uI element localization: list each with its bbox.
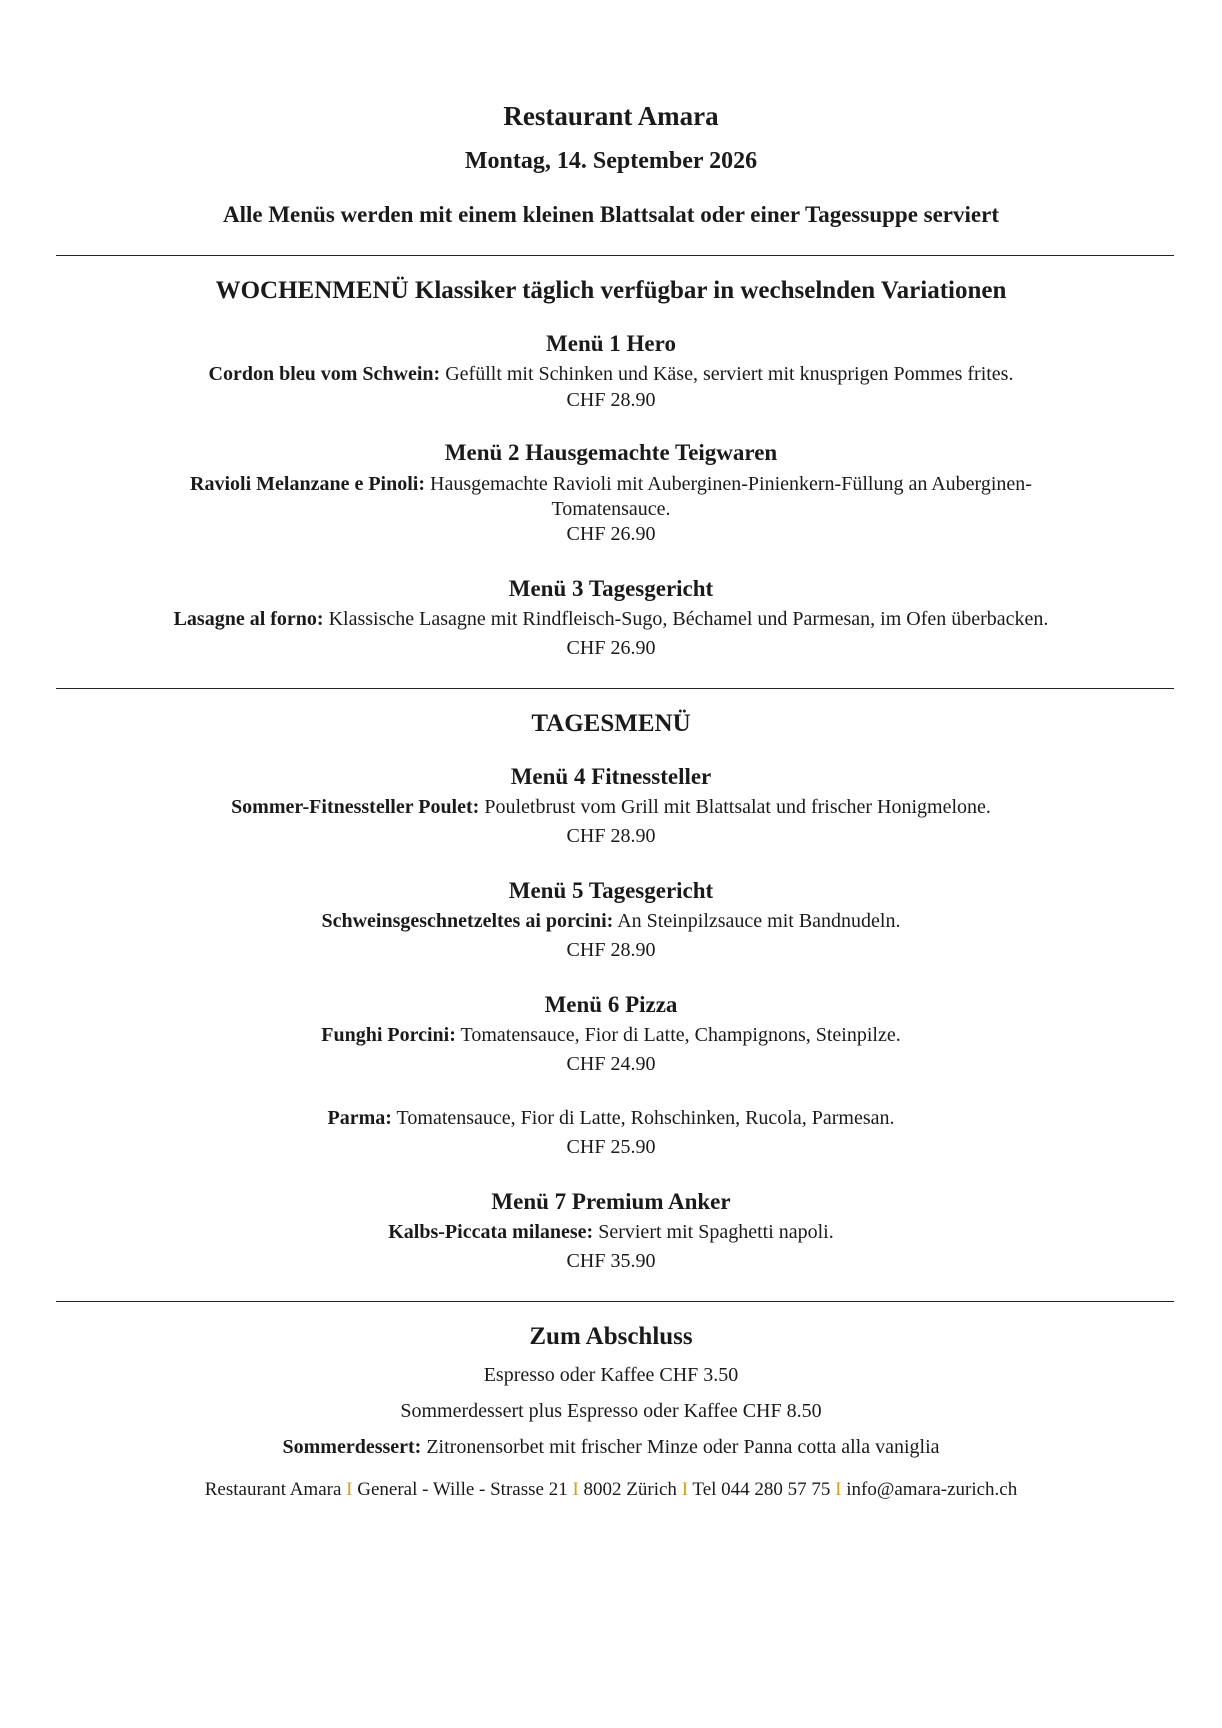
dish-text: Tomatensauce, Fior di Latte, Rohschinken, Rucola, Parmesan. bbox=[391, 1107, 895, 1129]
menu-description-continued: Tomatensauce. bbox=[551, 498, 671, 520]
menu-price: CHF 26.90 bbox=[566, 637, 656, 659]
serving-note: Alle Menüs werden mit einem kleinen Blattsalat oder einer Tagessuppe serviert bbox=[223, 202, 999, 227]
menu-title: Menü 3 Tagesgericht bbox=[508, 576, 714, 601]
dessert-combo-price: Sommerdessert plus Espresso oder Kaffee CHF 8.50 bbox=[400, 1400, 822, 1422]
menu-title: Menü 1 Hero bbox=[546, 331, 676, 356]
dish-name: Lasagne al forno: bbox=[173, 608, 324, 630]
menu-price: CHF 26.90 bbox=[566, 523, 656, 545]
divider bbox=[56, 688, 1174, 689]
dish-name: Parma: bbox=[327, 1107, 392, 1129]
dish-name: Ravioli Melanzane e Pinoli: bbox=[190, 473, 426, 495]
footer-separator: I bbox=[572, 1479, 579, 1500]
dish-text: Gefüllt mit Schinken und Käse, serviert mit knusprigen Pommes frites. bbox=[440, 363, 1014, 385]
dish-text: Hausgemachte Ravioli mit Auberginen-Pinienkern-Füllung an Auberginen- bbox=[425, 473, 1032, 495]
dessert-description bbox=[0, 1436, 1222, 1459]
dish-text: Pouletbrust vom Grill mit Blattsalat und frischer Honigmelone. bbox=[479, 796, 991, 818]
footer-phone: Tel 044 280 57 75 bbox=[688, 1479, 836, 1500]
dish-name: Funghi Porcini: bbox=[321, 1024, 456, 1046]
menu-description bbox=[0, 1024, 1222, 1047]
menu-title: Menü 5 Tagesgericht bbox=[508, 878, 714, 903]
footer-city: 8002 Zürich bbox=[578, 1479, 682, 1500]
menu-price: CHF 28.90 bbox=[566, 939, 656, 961]
footer-separator: I bbox=[346, 1479, 353, 1500]
menu-price: CHF 28.90 bbox=[566, 389, 656, 411]
menu-description bbox=[0, 1221, 1222, 1244]
dish-name: Kalbs-Piccata milanese: bbox=[388, 1221, 594, 1243]
menu-description bbox=[0, 796, 1222, 819]
restaurant-title: Restaurant Amara bbox=[503, 101, 719, 131]
dish-text: Tomatensauce, Fior di Latte, Champignons, Steinpilze. bbox=[455, 1024, 901, 1046]
dish-name: Cordon bleu vom Schwein: bbox=[208, 363, 441, 385]
menu-title: Menü 6 Pizza bbox=[544, 992, 678, 1017]
footer-name: Restaurant Amara bbox=[204, 1479, 347, 1500]
weekly-section-title: WOCHENMENÜ Klassiker täglich verfügbar in wechselnden Variationen bbox=[215, 277, 1007, 304]
menu-description bbox=[0, 363, 1222, 386]
dish-text: Serviert mit Spaghetti napoli. bbox=[593, 1221, 834, 1243]
menu-description bbox=[0, 1107, 1222, 1130]
dessert-label: Sommerdessert: bbox=[282, 1436, 422, 1458]
dish-text: An Steinpilzsauce mit Bandnudeln. bbox=[613, 910, 901, 932]
menu-price: CHF 28.90 bbox=[566, 825, 656, 847]
footer-contact bbox=[0, 1479, 1222, 1501]
footer-separator: I bbox=[681, 1479, 689, 1500]
footer-address: General - Wille - Strasse 21 bbox=[352, 1479, 573, 1500]
menu-description bbox=[0, 473, 1222, 496]
menu-price: CHF 35.90 bbox=[566, 1250, 656, 1272]
dessert-text: Zitronensorbet mit frischer Minze oder Panna cotta alla vaniglia bbox=[421, 1436, 940, 1458]
coffee-price: Espresso oder Kaffee CHF 3.50 bbox=[483, 1364, 739, 1386]
footer-separator: I bbox=[835, 1479, 842, 1500]
menu-price: CHF 25.90 bbox=[566, 1136, 656, 1158]
footer-email: info@amara-zurich.ch bbox=[841, 1479, 1018, 1500]
menu-title: Menü 7 Premium Anker bbox=[491, 1189, 731, 1214]
closing-section-title: Zum Abschluss bbox=[529, 1323, 693, 1350]
menu-title: Menü 2 Hausgemachte Teigwaren bbox=[444, 440, 778, 465]
dish-text: Klassische Lasagne mit Rindfleisch-Sugo, Béchamel und Parmesan, im Ofen überbacken. bbox=[323, 608, 1049, 630]
menu-price: CHF 24.90 bbox=[566, 1053, 656, 1075]
dish-name: Sommer-Fitnessteller Poulet: bbox=[231, 796, 480, 818]
menu-date: Montag, 14. September 2026 bbox=[464, 148, 758, 174]
menu-description bbox=[0, 608, 1222, 631]
daily-section-title: TAGESMENÜ bbox=[531, 710, 691, 737]
divider bbox=[56, 255, 1174, 256]
divider bbox=[56, 1301, 1174, 1302]
dish-name: Schweinsgeschnetzeltes ai porcini: bbox=[321, 910, 614, 932]
menu-description bbox=[0, 910, 1222, 933]
menu-title: Menü 4 Fitnessteller bbox=[510, 764, 712, 789]
